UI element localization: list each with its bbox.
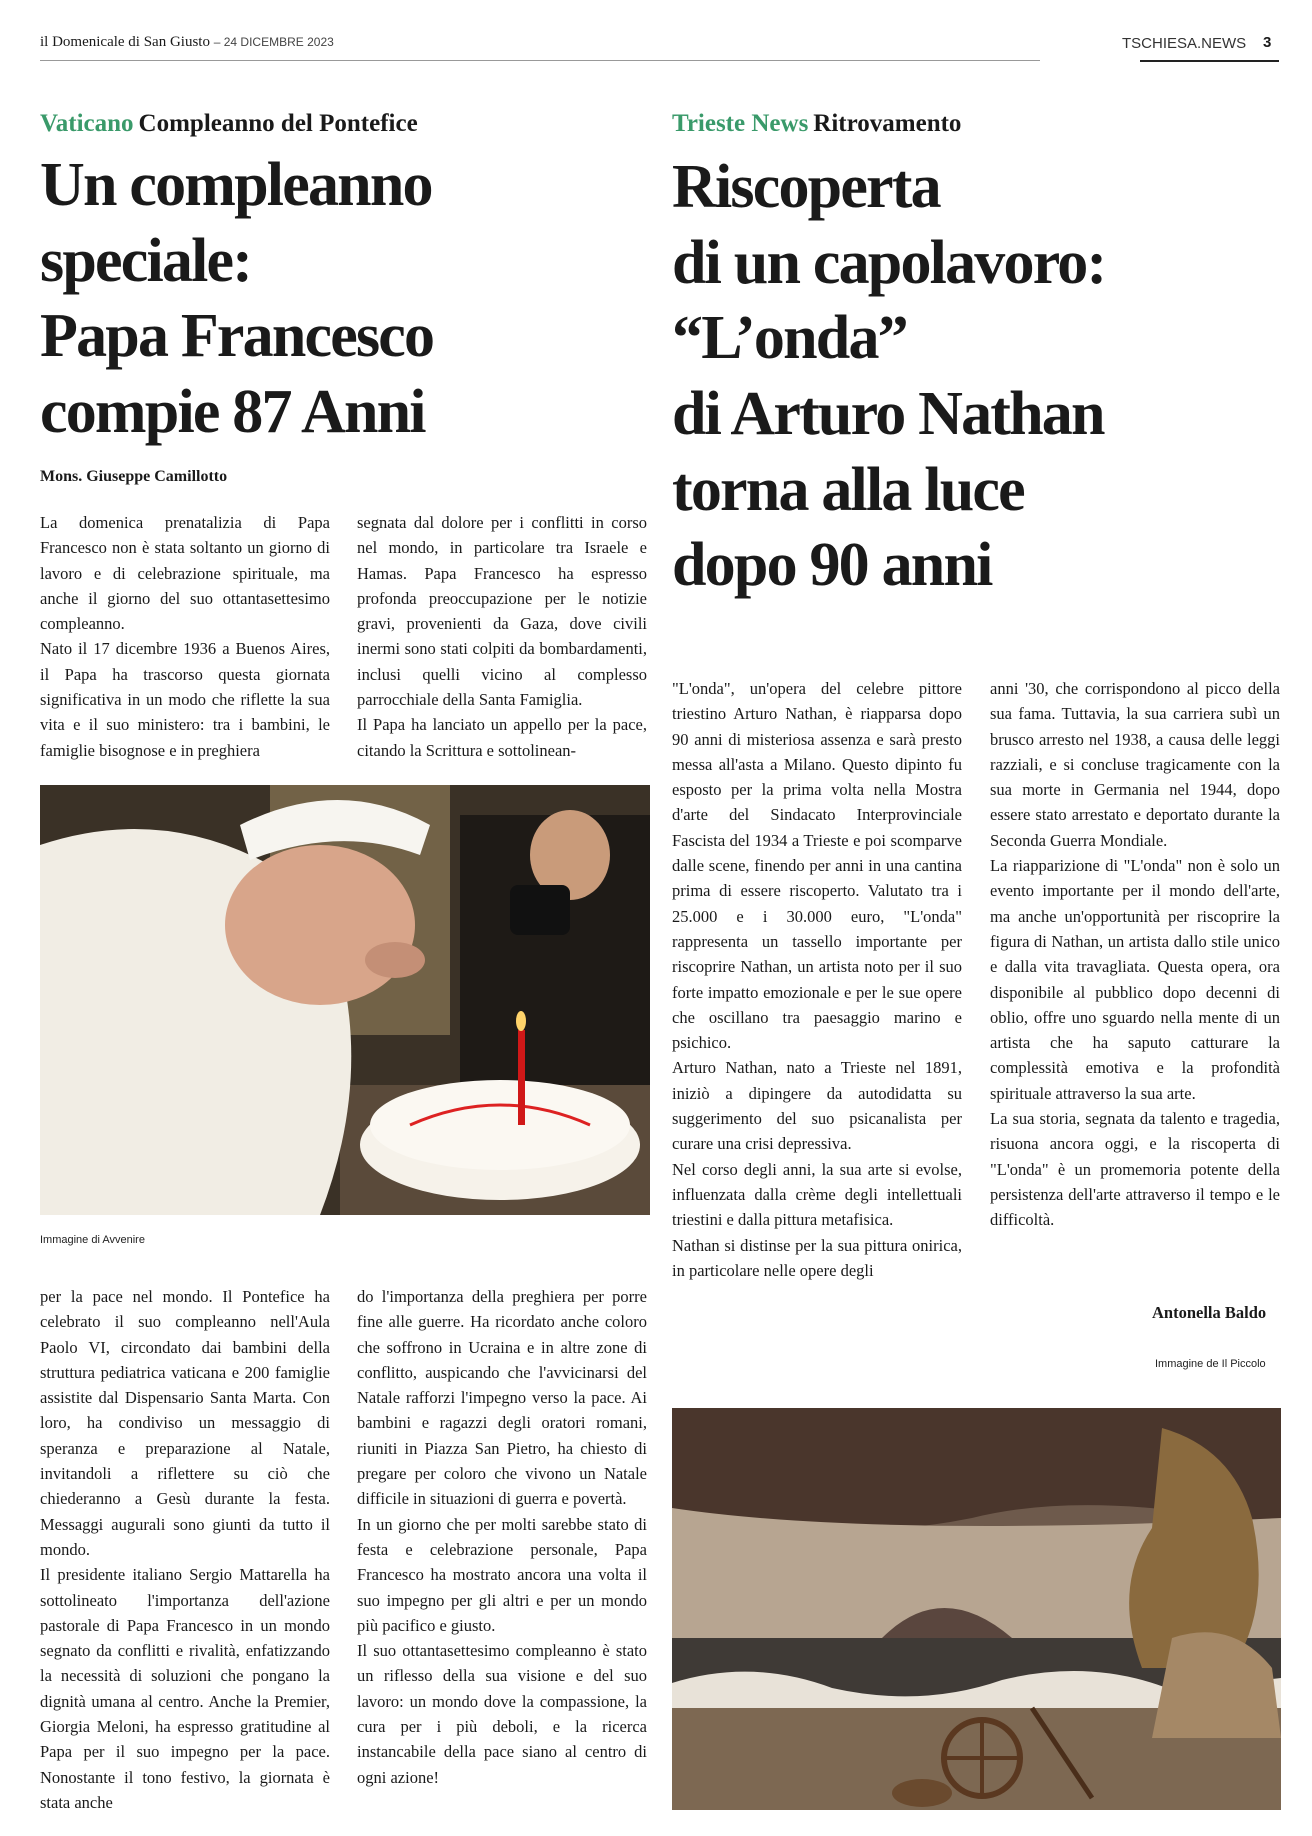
paragraph: Arturo Nathan, nato a Trieste nel 1891, iniziò a dipingere da autodidatta su suggerimento del suo psicanalista per curare una crisi depressiva.: [672, 1058, 962, 1154]
paragraph: segnata dal dolore per i conflitti in corso nel mondo, in particolare tra Israele e Hamas. Papa Francesco ha espresso profonda preoccupazione per le notizie gravi, provenienti da Gaza, dove civili inermi sono stati colpiti da bombardamenti, inclusi quelli vicino al complesso parrocchiale della Santa Famiglia.: [357, 513, 647, 710]
paragraph: Nel corso degli anni, la sua arte si evolse, influenzata dalla crème degli intellettuali triestini e dalla pittura metafisica.: [672, 1159, 962, 1230]
issue-date: – 24 DICEMBRE 2023: [213, 35, 334, 49]
paragraph: La domenica prenatalizia di Papa Francesco non è stata soltanto un giorno di lavoro e di celebrazione spirituale, ma anche il giorno del suo ottantasettesimo compleanno.: [40, 513, 330, 634]
article2-topic: Ritrovamento: [813, 110, 962, 137]
page-number: 3: [1263, 34, 1272, 51]
paragraph: per la pace nel mondo. Il Pontefice ha celebrato il suo compleanno nell'Aula Paolo VI, circondato dai bambini della struttura pediatrica vaticana e 200 famiglie assistite dal Dispensario Santa Marta. Con loro, ha condiviso un messaggio di speranza e preparazione al Natale, invitandoli a riflettere su ciò che chiederanno a Gesù durante la festa. Messaggi augurali sono giunti da tutto il mondo.: [40, 1287, 330, 1559]
article2-headline-line: di Arturo Nathan: [672, 379, 1104, 448]
article1-headline: [40, 148, 433, 451]
article1-column1-top: [40, 510, 330, 763]
article2-section: Trieste News: [672, 110, 809, 137]
paragraph: Il presidente italiano Sergio Mattarella ha sottolineato l'importanza dell'azione pastorale di Papa Francesco in un mondo segnato da conflitti e rivalità, enfatizzando la necessità di soluzioni che pongano la dignità umana al centro. Anche la Premier, Giorgia Meloni, ha espresso gratitudine al Papa per il suo impegno per la pace. Nonostante il tono festivo, la giornata è stata anche: [40, 1565, 330, 1812]
article1-image-caption: Immagine di Avvenire: [40, 1234, 145, 1246]
article2-headline-line: dopo 90 anni: [672, 531, 992, 600]
article2-column2: [990, 676, 1280, 1233]
article1-topic: Compleanno del Pontefice: [138, 110, 418, 137]
article1-byline: Mons. Giuseppe Camillotto: [40, 468, 228, 485]
paragraph: "L'onda", un'opera del celebre pittore triestino Arturo Nathan, è riapparsa dopo 90 anni di misteriosa assenza e sarà presto messa all'asta a Milano. Questo dipinto fu esposto per la prima volta nella Mostra d'arte del Sindacato Interprovinciale Fascista del 1934 a Trieste e poi scomparve dalle scene, finendo per anni in una cantina prima di essere riscoperto. Valutato tra i 25.000 e i 30.000 euro, "L'onda" rappresenta un tassello importante per riscoprire Nathan, un artista noto per il suo forte impatto emozionale e per le sue opere che oscillano tra paesaggio marino e psichico.: [672, 679, 962, 1053]
article1-section: Vaticano: [40, 110, 134, 137]
article1-column1-bottom: [40, 1284, 330, 1815]
article2-headline-line: di un capolavoro:: [672, 228, 1106, 297]
publication-title: [40, 34, 334, 51]
paragraph: Nathan si distinse per la sua pittura onirica, in particolare nelle opere degli: [672, 1235, 962, 1280]
article1-headline-line: Papa Francesco: [40, 302, 434, 371]
article2-kicker: [672, 110, 961, 138]
article2-headline-line: torna alla luce: [672, 455, 1024, 524]
londa-painting: [672, 1408, 1281, 1810]
paragraph: Il suo ottantasettesimo compleanno è stato un riflesso della sua visione e del suo lavoro: un mondo dove la compassione, la cura per i più deboli, e la ricerca instancabile della pace siano al centro di ogni azione!: [357, 1641, 647, 1787]
paragraph: do l'importanza della preghiera per porre fine alle guerre. Ha ricordato anche coloro che soffrono in Ucraina e in altre zone di conflitto, auspicando che l'avvicinarsi del Natale rafforzi l'impegno verso la pace. Ai bambini e ragazzi degli oratori romani, riuniti in Piazza San Pietro, ha chiesto di pregare per coloro che vivono un Natale difficile in situazioni di guerra e povertà.: [357, 1287, 647, 1509]
paragraph: In un giorno che per molti sarebbe stato di festa e celebrazione personale, Papa Francesco ha mostrato ancora una volta il suo impegno per gli altri e per un mondo più pacifico e giusto.: [357, 1514, 647, 1635]
article1-headline-line: compie 87 Anni: [40, 377, 425, 446]
article1-headline-line: speciale:: [40, 226, 252, 295]
header-divider-accent: [1140, 60, 1279, 62]
article2-author: Antonella Baldo: [1152, 1303, 1267, 1322]
article2-headline-line: Riscoperta: [672, 153, 940, 221]
article2-headline-line: “L’onda”: [672, 304, 907, 373]
paragraph: La sua storia, segnata da talento e tragedia, risuona ancora oggi, e la riscoperta di "L'onda" è un promemoria potente della persistenza dell'arte attraverso il tempo e le difficoltà.: [990, 1109, 1280, 1230]
pope-birthday-photo: [40, 785, 650, 1215]
article2-column1: [672, 676, 962, 1283]
article1-headline-line: Un compleanno: [40, 151, 432, 219]
header-divider: [40, 60, 1040, 61]
site-name: TSCHIESA.NEWS: [1122, 35, 1247, 52]
article2-headline: [672, 150, 1105, 604]
article1-column2-top: [357, 510, 647, 763]
paragraph: La riapparizione di "L'onda" non è solo un evento importante per il mondo dell'arte, ma anche un'opportunità per riscoprire la figura di Nathan, un artista dallo stile unico e dalla vita travagliata. Questa opera, ora disponibile al pubblico dopo decenni di oblio, offre uno sguardo nella mente di un artista che ha saputo catturare la complessità emotiva e la profondità spirituale attraverso la sua arte.: [990, 856, 1280, 1103]
article1-kicker: [40, 110, 418, 138]
paragraph: Il Papa ha lanciato un appello per la pace, citando la Scrittura e sottolinean-: [357, 715, 647, 760]
article1-column2-bottom: [357, 1284, 647, 1790]
paragraph: anni '30, che corrispondono al picco della sua fama. Tuttavia, la sua carriera subì un brusco arresto nel 1938, a causa delle leggi razziali, e si concluse tragicamente con la sua morte in Germania nel 1944, dopo essere stato arrestato e deportato durante la Seconda Guerra Mondiale.: [990, 679, 1280, 850]
article2-image-caption: Immagine de Il Piccolo: [1155, 1358, 1266, 1370]
paragraph: Nato il 17 dicembre 1936 a Buenos Aires, il Papa ha trascorso questa giornata significativa in un modo che riflette la sua vita e il suo ministero: tra i bambini, le famiglie bisognose e in preghiera: [40, 639, 330, 760]
publication-name: il Domenicale di San Giusto: [40, 34, 210, 50]
